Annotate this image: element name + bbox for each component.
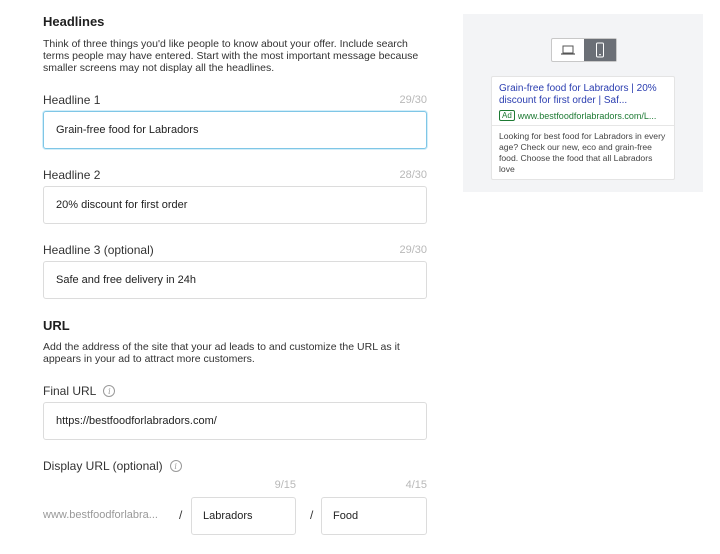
- mobile-preview-button[interactable]: [584, 39, 616, 61]
- headlines-description: Think of three things you'd like people to know about your offer. Include search terms people may have entered. Start with the most important message because smaller screens may not display all the headlines.: [43, 38, 419, 74]
- headline-2-value: 20% discount for first order: [56, 199, 188, 211]
- info-icon[interactable]: i: [103, 385, 115, 397]
- headline-3-counter: 29/30: [399, 244, 427, 256]
- headline-1-counter: 29/30: [399, 94, 427, 106]
- path-separator: /: [179, 508, 183, 522]
- laptop-icon: [560, 44, 576, 56]
- headline-2-input[interactable]: [43, 186, 427, 224]
- device-toggle: [551, 38, 617, 62]
- headline-3-value: Safe and free delivery in 24h: [56, 274, 197, 286]
- path-2-input[interactable]: [321, 497, 427, 535]
- ad-preview-description: Looking for best food for Labradors in every age? Check our new, eco and grain-free food. Choose the food that all Labradors love: [499, 131, 666, 174]
- info-icon[interactable]: i: [170, 460, 182, 472]
- ad-badge: Ad: [499, 110, 515, 121]
- display-url-label: [43, 459, 182, 473]
- final-url-label-text: Final URL: [43, 384, 97, 398]
- ad-preview-card: [491, 76, 675, 180]
- headline-3-input[interactable]: [43, 261, 427, 299]
- headline-1-label: Headline 1: [43, 93, 101, 107]
- ad-preview-url-row: [499, 110, 667, 121]
- final-url-label: [43, 384, 115, 398]
- url-title: URL: [43, 318, 70, 333]
- headlines-title: Headlines: [43, 14, 105, 29]
- ad-preview-header: [492, 77, 674, 126]
- display-url-domain: www.bestfoodforlabra...: [43, 509, 158, 521]
- headline-3-label: Headline 3 (optional): [43, 243, 154, 257]
- ad-preview-url: www.bestfoodforlabradors.com/L...: [517, 110, 657, 121]
- path-separator: /: [310, 508, 314, 522]
- path-1-value: Labradors: [203, 510, 253, 522]
- display-url-label-text: Display URL (optional): [43, 459, 163, 473]
- mobile-icon: [594, 42, 606, 58]
- final-url-value: https://bestfoodforlabradors.com/: [56, 415, 217, 427]
- headline-2-counter: 28/30: [399, 169, 427, 181]
- url-description: Add the address of the site that your ad leads to and customize the URL as it appears in your ad to attract more customers.: [43, 341, 400, 365]
- headline-1-input[interactable]: [43, 111, 427, 149]
- path-1-counter: 9/15: [274, 479, 296, 491]
- path-2-counter: 4/15: [405, 479, 427, 491]
- headline-1-value: Grain-free food for Labradors: [56, 124, 199, 136]
- path-1-input[interactable]: [191, 497, 296, 535]
- ad-preview-title[interactable]: Grain-free food for Labradors | 20% discount for first order | Saf...: [499, 83, 657, 106]
- headline-2-label: Headline 2: [43, 168, 101, 182]
- ad-preview-panel: [463, 14, 703, 192]
- final-url-input[interactable]: [43, 402, 427, 440]
- desktop-preview-button[interactable]: [552, 39, 584, 61]
- path-2-value: Food: [333, 510, 359, 522]
